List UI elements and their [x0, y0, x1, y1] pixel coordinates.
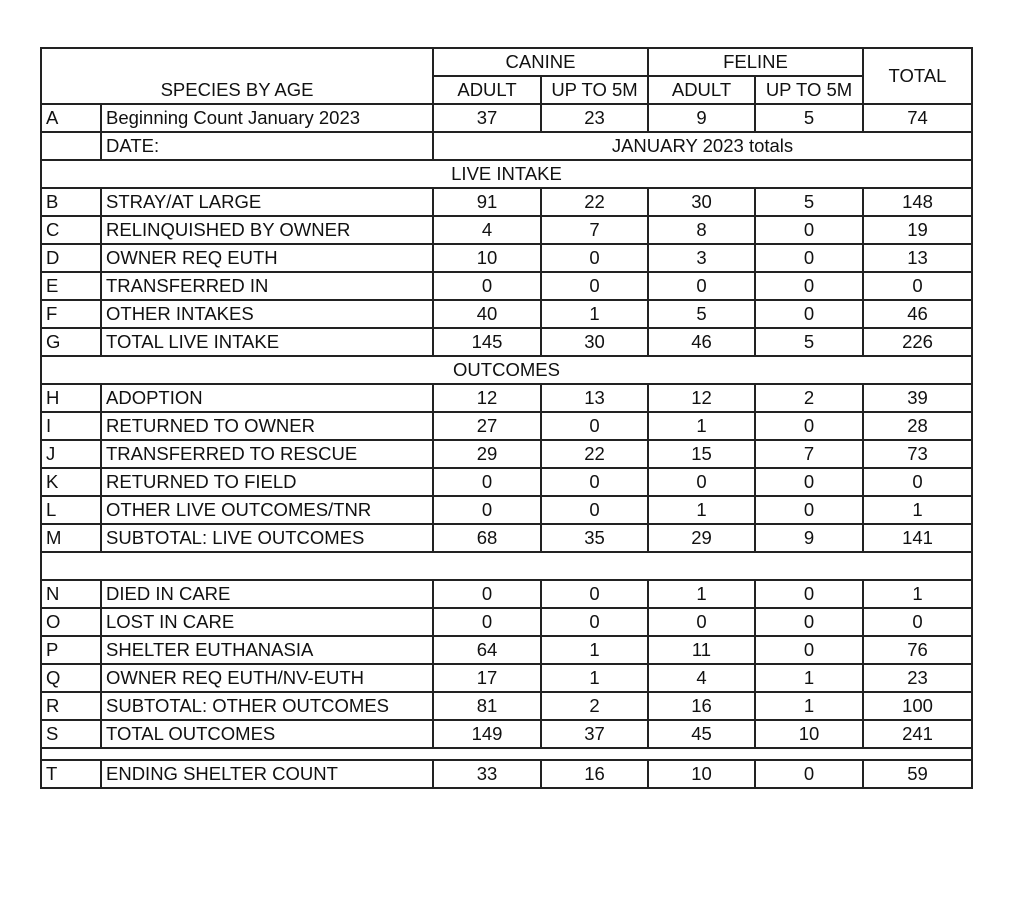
species-by-age-header: SPECIES BY AGE	[41, 48, 433, 104]
canine-up-to-5m-cell: 1	[541, 636, 648, 664]
row-label: LOST IN CARE	[101, 608, 433, 636]
table-row	[41, 664, 972, 692]
table-row	[41, 468, 972, 496]
feline-adult-cell: 45	[648, 720, 755, 748]
table-row	[41, 188, 972, 216]
row-letter: E	[41, 272, 101, 300]
feline-adult-cell: 4	[648, 664, 755, 692]
header-row-1	[41, 48, 972, 76]
row-letter: L	[41, 496, 101, 524]
row-letter: R	[41, 692, 101, 720]
canine-adult-cell: 68	[433, 524, 541, 552]
total-cell: 226	[863, 328, 972, 356]
feline-up-to-5m-cell: 0	[755, 580, 863, 608]
canine-up-to-5m-cell: 37	[541, 720, 648, 748]
row-letter: G	[41, 328, 101, 356]
canine-up-to-5m-cell: 22	[541, 440, 648, 468]
blank-separator-row	[41, 552, 972, 580]
row-label: RELINQUISHED BY OWNER	[101, 216, 433, 244]
row-letter: F	[41, 300, 101, 328]
row-label: ADOPTION	[101, 384, 433, 412]
table-row	[41, 328, 972, 356]
row-label: TOTAL OUTCOMES	[101, 720, 433, 748]
feline-adult-cell: 46	[648, 328, 755, 356]
row-letter: N	[41, 580, 101, 608]
row-letter: H	[41, 384, 101, 412]
feline-up-to-5m-cell: 5	[755, 328, 863, 356]
canine-adult-cell: 27	[433, 412, 541, 440]
row-letter: O	[41, 608, 101, 636]
row-label: DIED IN CARE	[101, 580, 433, 608]
feline-adult-cell: 30	[648, 188, 755, 216]
feline-adult-cell: 0	[648, 468, 755, 496]
canine-up-to-5m-header: UP TO 5M	[541, 76, 648, 104]
table-row	[41, 384, 972, 412]
feline-adult-cell: 9	[648, 104, 755, 132]
feline-adult-cell: 1	[648, 412, 755, 440]
canine-adult-cell: 91	[433, 188, 541, 216]
total-cell: 0	[863, 468, 972, 496]
empty-letter-cell	[41, 132, 101, 160]
canine-up-to-5m-cell: 16	[541, 760, 648, 788]
feline-up-to-5m-cell: 0	[755, 636, 863, 664]
row-letter: T	[41, 760, 101, 788]
total-cell: 76	[863, 636, 972, 664]
canine-adult-cell: 0	[433, 468, 541, 496]
row-letter: I	[41, 412, 101, 440]
canine-up-to-5m-cell: 30	[541, 328, 648, 356]
table-row	[41, 720, 972, 748]
live-intake-section-title: LIVE INTAKE	[41, 160, 972, 188]
canine-adult-cell: 81	[433, 692, 541, 720]
feline-adult-cell: 3	[648, 244, 755, 272]
canine-up-to-5m-cell: 0	[541, 244, 648, 272]
table-row	[41, 636, 972, 664]
canine-adult-cell: 40	[433, 300, 541, 328]
total-cell: 1	[863, 496, 972, 524]
canine-adult-cell: 0	[433, 608, 541, 636]
canine-adult-cell: 37	[433, 104, 541, 132]
total-cell: 73	[863, 440, 972, 468]
row-letter: D	[41, 244, 101, 272]
canine-header: CANINE	[433, 48, 648, 76]
table-row	[41, 692, 972, 720]
feline-adult-cell: 12	[648, 384, 755, 412]
total-cell: 0	[863, 272, 972, 300]
table-row	[41, 524, 972, 552]
canine-adult-cell: 29	[433, 440, 541, 468]
feline-up-to-5m-cell: 0	[755, 468, 863, 496]
canine-adult-cell: 33	[433, 760, 541, 788]
feline-up-to-5m-cell: 1	[755, 692, 863, 720]
row-letter: M	[41, 524, 101, 552]
row-letter: K	[41, 468, 101, 496]
canine-up-to-5m-cell: 7	[541, 216, 648, 244]
ending-count-row	[41, 760, 972, 788]
row-label: ENDING SHELTER COUNT	[101, 760, 433, 788]
row-label: RETURNED TO OWNER	[101, 412, 433, 440]
feline-up-to-5m-cell: 0	[755, 272, 863, 300]
canine-adult-cell: 17	[433, 664, 541, 692]
feline-adult-cell: 5	[648, 300, 755, 328]
feline-up-to-5m-cell: 0	[755, 244, 863, 272]
row-label: SUBTOTAL: LIVE OUTCOMES	[101, 524, 433, 552]
canine-up-to-5m-cell: 2	[541, 692, 648, 720]
blank-separator-cell	[41, 552, 972, 580]
table-row	[41, 244, 972, 272]
feline-adult-cell: 1	[648, 580, 755, 608]
total-cell: 13	[863, 244, 972, 272]
feline-up-to-5m-cell: 1	[755, 664, 863, 692]
table-row	[41, 272, 972, 300]
canine-adult-cell: 0	[433, 496, 541, 524]
spacer-cell	[41, 748, 972, 760]
total-cell: 100	[863, 692, 972, 720]
row-label: OWNER REQ EUTH	[101, 244, 433, 272]
row-letter: S	[41, 720, 101, 748]
feline-up-to-5m-cell: 0	[755, 216, 863, 244]
spacer-row	[41, 748, 972, 760]
date-label: DATE:	[101, 132, 433, 160]
feline-up-to-5m-cell: 0	[755, 300, 863, 328]
feline-up-to-5m-cell: 7	[755, 440, 863, 468]
feline-up-to-5m-cell: 5	[755, 188, 863, 216]
row-letter: Q	[41, 664, 101, 692]
feline-adult-cell: 11	[648, 636, 755, 664]
feline-up-to-5m-cell: 0	[755, 608, 863, 636]
table-row	[41, 608, 972, 636]
table-row	[41, 580, 972, 608]
row-label: OWNER REQ EUTH/NV-EUTH	[101, 664, 433, 692]
canine-adult-cell: 4	[433, 216, 541, 244]
row-label: Beginning Count January 2023	[101, 104, 433, 132]
feline-adult-cell: 0	[648, 272, 755, 300]
feline-up-to-5m-cell: 0	[755, 412, 863, 440]
canine-adult-cell: 0	[433, 272, 541, 300]
total-header: TOTAL	[863, 48, 972, 104]
row-letter: C	[41, 216, 101, 244]
feline-up-to-5m-cell: 5	[755, 104, 863, 132]
table-row	[41, 412, 972, 440]
total-cell: 23	[863, 664, 972, 692]
canine-up-to-5m-cell: 0	[541, 580, 648, 608]
canine-up-to-5m-cell: 0	[541, 272, 648, 300]
canine-up-to-5m-cell: 0	[541, 608, 648, 636]
row-label: OTHER LIVE OUTCOMES/TNR	[101, 496, 433, 524]
feline-up-to-5m-cell: 9	[755, 524, 863, 552]
feline-adult-cell: 15	[648, 440, 755, 468]
canine-up-to-5m-cell: 1	[541, 300, 648, 328]
feline-up-to-5m-cell: 0	[755, 496, 863, 524]
row-label: STRAY/AT LARGE	[101, 188, 433, 216]
table-row	[41, 300, 972, 328]
total-cell: 141	[863, 524, 972, 552]
feline-adult-cell: 10	[648, 760, 755, 788]
total-cell: 148	[863, 188, 972, 216]
row-label: TRANSFERRED TO RESCUE	[101, 440, 433, 468]
total-cell: 28	[863, 412, 972, 440]
row-label: RETURNED TO FIELD	[101, 468, 433, 496]
row-label: TRANSFERRED IN	[101, 272, 433, 300]
row-label: TOTAL LIVE INTAKE	[101, 328, 433, 356]
feline-adult-cell: 8	[648, 216, 755, 244]
total-cell: 1	[863, 580, 972, 608]
row-letter: A	[41, 104, 101, 132]
row-letter: P	[41, 636, 101, 664]
feline-up-to-5m-cell: 0	[755, 760, 863, 788]
date-value: JANUARY 2023 totals	[433, 132, 972, 160]
beginning-count-row	[41, 104, 972, 132]
canine-adult-cell: 64	[433, 636, 541, 664]
table-row	[41, 216, 972, 244]
total-cell: 241	[863, 720, 972, 748]
total-cell: 59	[863, 760, 972, 788]
total-cell: 46	[863, 300, 972, 328]
live-intake-section-row	[41, 160, 972, 188]
feline-adult-cell: 16	[648, 692, 755, 720]
row-label: SUBTOTAL: OTHER OUTCOMES	[101, 692, 433, 720]
feline-adult-header: ADULT	[648, 76, 755, 104]
outcomes-section-title: OUTCOMES	[41, 356, 972, 384]
canine-up-to-5m-cell: 0	[541, 496, 648, 524]
canine-up-to-5m-cell: 22	[541, 188, 648, 216]
shelter-statistics-table	[40, 47, 973, 789]
date-row	[41, 132, 972, 160]
canine-adult-cell: 10	[433, 244, 541, 272]
total-cell: 0	[863, 608, 972, 636]
canine-up-to-5m-cell: 13	[541, 384, 648, 412]
row-label: OTHER INTAKES	[101, 300, 433, 328]
canine-up-to-5m-cell: 23	[541, 104, 648, 132]
feline-up-to-5m-header: UP TO 5M	[755, 76, 863, 104]
outcomes-section-row	[41, 356, 972, 384]
canine-up-to-5m-cell: 0	[541, 468, 648, 496]
total-cell: 39	[863, 384, 972, 412]
feline-up-to-5m-cell: 2	[755, 384, 863, 412]
feline-adult-cell: 1	[648, 496, 755, 524]
canine-adult-cell: 149	[433, 720, 541, 748]
total-cell: 74	[863, 104, 972, 132]
canine-adult-cell: 12	[433, 384, 541, 412]
canine-up-to-5m-cell: 1	[541, 664, 648, 692]
row-label: SHELTER EUTHANASIA	[101, 636, 433, 664]
row-letter: B	[41, 188, 101, 216]
canine-adult-header: ADULT	[433, 76, 541, 104]
canine-up-to-5m-cell: 0	[541, 412, 648, 440]
table-row	[41, 496, 972, 524]
table-row	[41, 440, 972, 468]
feline-up-to-5m-cell: 10	[755, 720, 863, 748]
row-letter: J	[41, 440, 101, 468]
feline-adult-cell: 0	[648, 608, 755, 636]
canine-adult-cell: 0	[433, 580, 541, 608]
canine-adult-cell: 145	[433, 328, 541, 356]
canine-up-to-5m-cell: 35	[541, 524, 648, 552]
feline-adult-cell: 29	[648, 524, 755, 552]
total-cell: 19	[863, 216, 972, 244]
feline-header: FELINE	[648, 48, 863, 76]
